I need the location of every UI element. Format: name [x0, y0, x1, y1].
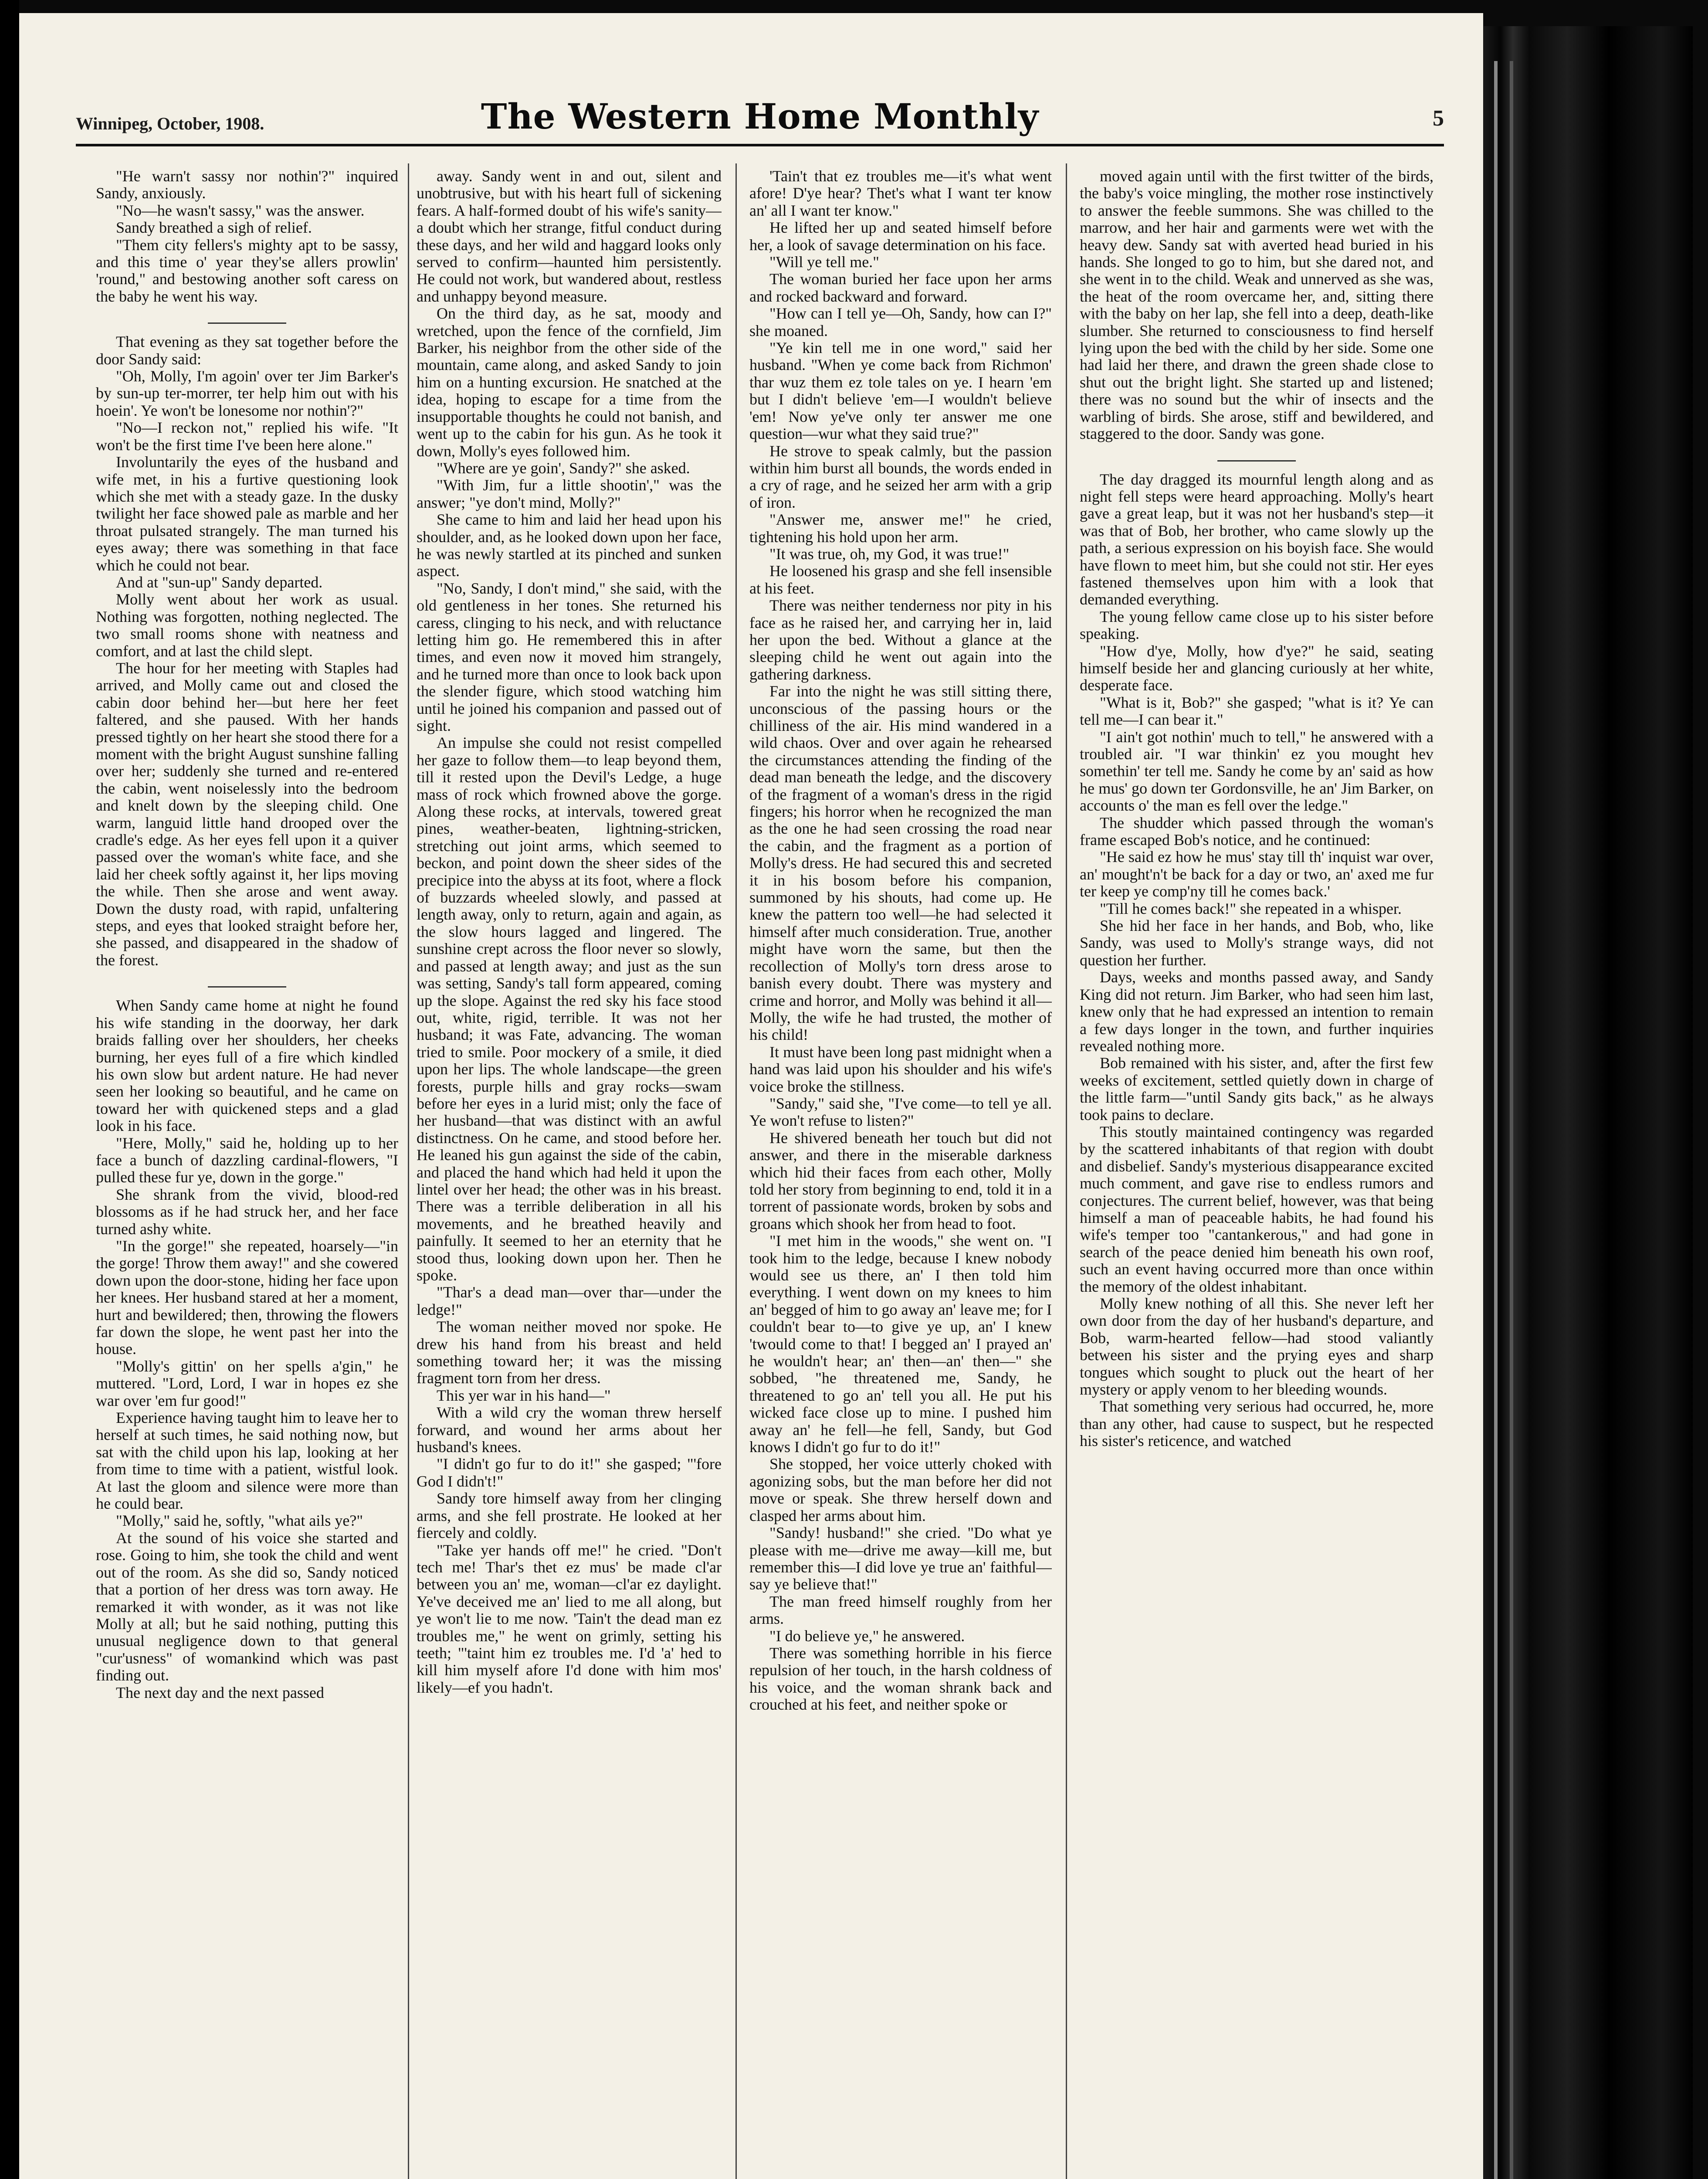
paragraph: The next day and the next passed: [116, 1683, 324, 1701]
column-rule: [735, 163, 737, 2179]
paragraph: She shrank from the vivid, blood-red blossoms as if he had struck her, and her face turned ashy white.: [96, 1185, 398, 1238]
paragraph: He lifted her up and seated himself before her, a look of savage determination on his face.: [749, 219, 1052, 254]
paragraph: And at "sun-up" Sandy departed.: [116, 573, 323, 591]
text-column-2: [417, 168, 722, 2179]
paragraph: This yer war in his hand—": [437, 1386, 611, 1404]
paragraph: That something very serious had occurred, he, more than any other, had cause to suspect, but he respected his sister's reticence, and watched: [1080, 1398, 1434, 1450]
column-rule: [408, 163, 409, 2179]
paragraph: On the third day, as he sat, moody and wretched, upon the fence of the cornfield, Jim Barker, his neighbor from the other side of the mountain, came along, and asked Sandy to join him on a hunting excursion. He snatched at the idea, hoping to escape for a time from the insupportable thoughts he could not banish, and went up to the cabin for his gun. As he took it down, Molly's eyes followed him.: [417, 305, 722, 460]
paragraph: With a wild cry the woman threw herself forward, and wound her arms about her husband's knees.: [417, 1404, 722, 1456]
paragraph: "What is it, Bob?" she gasped; "what is it? Ye can tell me—I can bear it.": [1080, 693, 1434, 729]
paragraph: "He said ez how he mus' stay till th' inquist war over, an' mought'n't be back for a day or two, an' axed me fur ter keep ye comp'ny till he comes back.': [1080, 848, 1434, 900]
paragraph: That evening as they sat together before the door Sandy said:: [96, 333, 398, 368]
paragraph: "No, Sandy, I don't mind," she said, with the old gentleness in her tones. She returned his caress, clinging to his neck, and with reluctance letting him go. He remembered this in after times, and even now it moved him strangely, and he turned more than once to look back upon the slender figure, which stood watching him until he joined his companion and passed out of sight.: [417, 579, 722, 734]
paragraph: The young fellow came close up to his sister before speaking.: [1080, 608, 1434, 643]
paragraph: "Molly's gittin' on her spells a'gin," he muttered. "Lord, Lord, I war in hopes ez she war over 'em fur good!": [96, 1357, 398, 1409]
paragraph: "I ain't got nothin' much to tell," he answered with a troubled air. "I war thinkin' ez you mought hev somethin' ter tell me. Sandy he come by an' said as how he mus' go down ter Gordonsville, he an' Jim Barker, on accounts o' the man es fell over the ledge.": [1080, 728, 1434, 815]
paragraph: "Till he comes back!" she repeated in a whisper.: [1100, 899, 1402, 917]
paragraph: This stoutly maintained contingency was regarded by the scattered inhabitants of that region with doubt and disbelief. Sandy's mysterious disappearance excited much comment, and gave rise to endless rumors and conjectures. The current belief, however, was that being himself a man of peaceable habits, he had found his wife's temper too "cantankerous," and had gone in search of the peace denied him beneath his own roof, such an event having occurred more than once within the memory of the oldest inhabitant.: [1080, 1123, 1434, 1295]
paragraph: "Sandy! husband!" she cried. "Do what ye please with me—drive me away—kill me, but remember this—I did love ye true an' faithful—say ye believe that!": [749, 1524, 1052, 1593]
paragraph: Bob remained with his sister, and, after the first few weeks of excitement, settled quietly down in charge of the little farm—"until Sandy gits back," as he always took pains to declare.: [1080, 1054, 1434, 1123]
paragraph: "Sandy," said she, "I've come—to tell ye all. Ye won't refuse to listen?": [749, 1094, 1052, 1130]
paragraph: "No—I reckon not," replied his wife. "It won't be the first time I've been here alone.": [96, 419, 398, 454]
paragraph: He loosened his grasp and she fell insensible at his feet.: [749, 562, 1052, 597]
paragraph: "Take yer hands off me!" he cried. "Don't tech me! Thar's thet ez mus' be made cl'ar between you an' me, woman—cl'ar ez daylight. Ye've deceived me an' lied to me all along, but ye won't lie to me now. 'Tain't the dead man ez troubles me," he went on grimly, setting his teeth; "'taint him ez troubles me. I'd 'a' hed to kill him myself afore I'd done with him mos' likely—ef you hadn't.: [417, 1541, 722, 1696]
paragraph: Sandy tore himself away from her clinging arms, and she fell prostrate. He looked at her fiercely and coldly.: [417, 1490, 722, 1542]
paragraph: Sandy breathed a sigh of relief.: [116, 219, 312, 237]
paragraph: "Ye kin tell me in one word," said her husband. "When ye come back from Richmon' thar wuz them ez tole tales on ye. I hearn 'em but I didn't believe 'em—I wouldn't believe 'em! Now ye've only ter answer me one question—wur what they said true?": [749, 339, 1052, 443]
paragraph: "Thar's a dead man—over thar—under the ledge!": [417, 1283, 722, 1318]
paragraph: The man freed himself roughly from her arms.: [749, 1592, 1052, 1628]
binding-edge: [1510, 61, 1513, 2179]
paragraph: When Sandy came home at night he found his wife standing in the doorway, her dark braids falling over her shoulders, her cheeks burning, her eyes full of a fire which kindled his own slow but ardent nature. He had never seen her looking so beautiful, and he came on toward her with quickened steps and a glad look in his face.: [96, 997, 398, 1135]
publication-title: The Western Home Monthly: [481, 96, 1039, 137]
book-binding: [1484, 26, 1693, 2179]
paragraph: "Will ye tell me.": [769, 253, 879, 271]
text-column-4: [1080, 168, 1434, 2179]
text-column-3: [749, 168, 1052, 2179]
paragraph: "Them city fellers's mighty apt to be sassy, and this time o' year they'se allers prowlin' 'round," and bestowing another soft caress on the baby he went his way.: [96, 236, 398, 305]
newspaper-page: [19, 13, 1483, 2179]
section-separator: [208, 311, 286, 324]
paragraph: Molly went about her work as usual. Nothing was forgotten, nothing neglected. The two small rooms shone with neatness and comfort, and at last the child slept.: [96, 591, 398, 660]
paragraph: "Here, Molly," said he, holding up to her face a bunch of dazzling cardinal-flowers, "I pulled these fur ye, down in the gorge.": [96, 1134, 398, 1186]
paragraph: The shudder which passed through the woman's frame escaped Bob's notice, and he continued:: [1080, 814, 1434, 849]
paragraph: "How can I tell ye—Oh, Sandy, how can I?" she moaned.: [749, 305, 1052, 339]
paragraph: Days, weeks and months passed away, and Sandy King did not return. Jim Barker, who had seen him last, knew only that he had expressed an intention to remain a few days longer in the town, and further inquiries revealed nothing more.: [1080, 968, 1434, 1055]
paragraph: "Molly," said he, softly, "what ails ye?": [116, 1512, 363, 1530]
paragraph: "No—he wasn't sassy," was the answer.: [116, 201, 365, 219]
column-rule: [1066, 163, 1067, 2179]
paragraph: Involuntarily the eyes of the husband and wife met, in his a furtive questioning look which she met with a steady gaze. In the dusky twilight her face showed pale as marble and her throat pulsated strangely. The man turned his eyes away; there was something in that face which he could not bear.: [96, 453, 398, 574]
masthead: [76, 96, 1444, 146]
paragraph: "Answer me, answer me!" he cried, tightening his hold upon her arm.: [749, 511, 1052, 546]
paragraph: The woman buried her face upon her arms and rocked backward and forward.: [749, 270, 1052, 305]
issue-date: Winnipeg, October, 1908.: [76, 114, 264, 133]
paragraph: He strove to speak calmly, but the passion within him burst all bounds, the words ended in a cry of rage, and he seized her arm with a grip of iron.: [749, 442, 1052, 511]
paragraph: Molly knew nothing of all this. She never left her own door from the day of her husband's departure, and Bob, warm-hearted fellow—had stood valiantly between his sister and the prying eyes and sharp tongues which sought to pluck out the heart of her mystery or apply venom to her bleeding wounds.: [1080, 1295, 1434, 1398]
page-number: 5: [1433, 106, 1444, 131]
paragraph: "I didn't go fur to do it!" she gasped; "'fore God I didn't!": [417, 1455, 722, 1490]
paragraph: At the sound of his voice she started and rose. Going to him, she took the child and went out of the room. As she did so, Sandy noticed that a portion of her dress was torn away. He remarked it with wonder, as it was not like Molly at all; but he said nothing, putting this unusual negligence down to that general "cur'usness" of womankind which was past finding out.: [96, 1529, 398, 1684]
paragraph: "With Jim, fur a little shootin'," was the answer; "ye don't mind, Molly?": [417, 476, 722, 511]
paragraph: "He warn't sassy nor nothin'?" inquired Sandy, anxiously.: [96, 168, 398, 202]
paragraph: 'Tain't that ez troubles me—it's what went afore! D'ye hear? Thet's what I want ter know an' all I want ter know.": [749, 168, 1052, 219]
paragraph: "How d'ye, Molly, how d'ye?" he said, seating himself beside her and glancing curiously at her white, desperate face.: [1080, 642, 1434, 694]
text-column-1: [96, 168, 398, 2179]
paragraph: He shivered beneath her touch but did not answer, and there in the miserable darkness which hid their faces from each other, Molly told her story from beginning to end, told it in a torrent of passionate words, broken by sobs and groans which shook her from head to foot.: [749, 1129, 1052, 1232]
paragraph: "Where are ye goin', Sandy?" she asked.: [437, 459, 690, 477]
paragraph: An impulse she could not resist compelled her gaze to follow them—to leap beyond them, till it rested upon the Devil's Ledge, a huge mass of rock which frowned above the gorge. Along these rocks, at intervals, towered great pines, weather-beaten, lightning-stricken, stretching out joint arms, which seemed to beckon, and point down the sheer sides of the precipice into the abyss at its foot, where a flock of buzzards wheeled slowly, and passed at length away, only to return, again and again, as the slow hours lagged and lingered. The sunshine crept across the floor never so slowly, and passed at length away; and just as the sun was setting, Sandy's tall form appeared, coming up the slope. Against the red sky his face stood out, white, rigid, terrible. It was not her husband; it was Fate, advancing. The woman tried to smile. Poor mockery of a smile, it died upon her lips. The whole landscape—the green forests, purple hills and gray rocks—swam before her eyes in a lurid mist; only the face of her husband—that was distinct with an awful distinctness. On he came, and stood before her. He leaned his gun against the side of the cabin, and placed the hand which had held it upon the lintel over her head; the other was in his breast. There was a terrible deliberation in all his movements, and he breathed heavily and painfully. It seemed to her an eternity that he stood thus, looking down upon her. Then he spoke.: [417, 734, 722, 1284]
binding-edge: [1494, 61, 1498, 2179]
paragraph: There was neither tenderness nor pity in his face as he raised her, and carrying her in, laid her upon the bed. Without a glance at the sleeping child he went out again into the gathering darkness.: [749, 597, 1052, 683]
section-separator: [1217, 449, 1296, 462]
paragraph: away. Sandy went in and out, silent and unobtrusive, but with his heart full of sickening fears. A half-formed doubt of his wife's sanity—a doubt which her strange, fitful conduct during these days, and her wild and haggard looks only served to confirm—haunted him persistently. He could not work, but wandered about, restless and unhappy beyond measure.: [417, 168, 722, 305]
paragraph: It must have been long past midnight when a hand was laid upon his shoulder and his wife's voice broke the stillness.: [749, 1043, 1052, 1095]
paragraph: Far into the night he was still sitting there, unconscious of the passing hours or the chilliness of the air. His mind wandered in a wild chaos. Over and over again he rehearsed the circumstances attending the finding of the dead man beneath the ledge, and the discovery of the fragment of a woman's dress in the rigid fingers; his horror when he recognized the man as the one he had seen crossing the road near the cabin, and the fragment as a portion of Molly's dress. He had secured this and secreted it in his bosom before his companion, summoned by his shouts, had come up. He knew the pattern too well—he had selected it himself after much consideration. True, another might have worn the same, but then the recollection of Molly's torn dress arose to banish every doubt. There was mystery and crime and horror, and Molly was behind it all—Molly, the wife he had trusted, the mother of his child!: [749, 682, 1052, 1044]
section-separator: [208, 975, 286, 988]
paragraph: "I met him in the woods," she went on. "I took him to the ledge, because I knew nobody would see us there, an' I then told him everything. I went down on my knees to him an' begged of him to go away an' leave me; for I couldn't bear to—to give ye up, an' I knew 'twould come to that! I begged an' I prayed an' he wouldn't hear; an' then—an' then—" she sobbed, "he threatened me, Sandy, he threatened to go an' tell you all. He put his wicked face close up to mine. I pushed him away an' he fell—he fell, Sandy, but God knows I didn't go fur to do it!": [749, 1232, 1052, 1456]
paragraph: Experience having taught him to leave her to herself at such times, he said nothing now, but sat with the child upon his lap, looking at her from time to time with a patient, wistful look. At last the gloom and silence were more than he could bear.: [96, 1409, 398, 1513]
paragraph: "I do believe ye," he answered.: [769, 1627, 965, 1645]
paragraph: moved again until with the first twitter of the birds, the baby's voice mingling, the mother rose instinctively to answer the feeble summons. She was chilled to the marrow, and her hair and garments were wet with the heavy dew. Sandy sat with averted head buried in his hands. She longed to go to him, but she dared not, and she went in to the child. Weak and unnerved as she was, the heat of the room overcame her, and, sitting there with the baby on her lap, she fell into a deep, death-like slumber. She returned to consciousness to find herself lying upon the bed with the child by her side. Some one had laid her there, and drawn the green shade close to shut out the bright light. She started up and listened; there was no sound but the whir of insects and the warbling of birds. She arose, stiff and bewildered, and staggered to the door. Sandy was gone.: [1080, 168, 1434, 443]
scan-border: [0, 0, 19, 2179]
paragraph: She hid her face in her hands, and Bob, who, like Sandy, was used to Molly's strange ways, did not question her further.: [1080, 917, 1434, 969]
paragraph: There was something horrible in his fierce repulsion of her touch, in the harsh coldness of his voice, and the woman shrank back and crouched at his feet, and neither spoke or: [749, 1644, 1052, 1714]
paragraph: "In the gorge!" she repeated, hoarsely—"in the gorge! Throw them away!" and she cowered down upon the door-stone, hiding her face upon her knees. Her husband stared at her a moment, hurt and bewildered; then, throwing the flowers far down the slope, he went past her into the house.: [96, 1237, 398, 1358]
paragraph: "It was true, oh, my God, it was true!": [769, 545, 1010, 563]
paragraph: She came to him and laid her head upon his shoulder, and, as he looked down upon her face, he was newly startled at its pinched and sunken aspect.: [417, 511, 722, 580]
paragraph: She stopped, her voice utterly choked with agonizing sobs, but the man before her did not move or speak. She threw herself down and clasped her arms about him.: [749, 1455, 1052, 1524]
paragraph: The day dragged its mournful length along and as night fell steps were heard approaching. Molly's heart gave a great leap, but it was not her husband's step—it was that of Bob, her brother, who came slowly up the path, a serious expression on his boyish face. She would have flown to meet him, but she could not stir. Her eyes fastened themselves upon him with a look that demanded everything.: [1080, 470, 1434, 608]
paragraph: "Oh, Molly, I'm agoin' over ter Jim Barker's by sun-up ter-morrer, ter help him out with his hoein'. Ye won't be lonesome nor nothin'?": [96, 367, 398, 419]
paragraph: The hour for her meeting with Staples had arrived, and Molly came out and closed the cabin door behind her—but here her feet faltered, and she paused. With her hands pressed tightly on her heart she stood there for a moment with the bright August sunshine falling over her; suddenly she turned and re-entered the cabin, went noiselessly into the bedroom and knelt down by the sleeping child. One warm, languid little hand drooped over the cradle's edge. As her eyes fell upon it a quiver passed over the woman's white face, and she laid her cheek softly against it, her lips moving the while. Then she arose and went away. Down the dusty road, with rapid, unfaltering steps, and eyes that looked straight before her, she passed, and disappeared in the shadow of the forest.: [96, 659, 398, 969]
paragraph: The woman neither moved nor spoke. He drew his hand from his breast and held something toward her; it was the missing fragment torn from her dress.: [417, 1318, 722, 1387]
